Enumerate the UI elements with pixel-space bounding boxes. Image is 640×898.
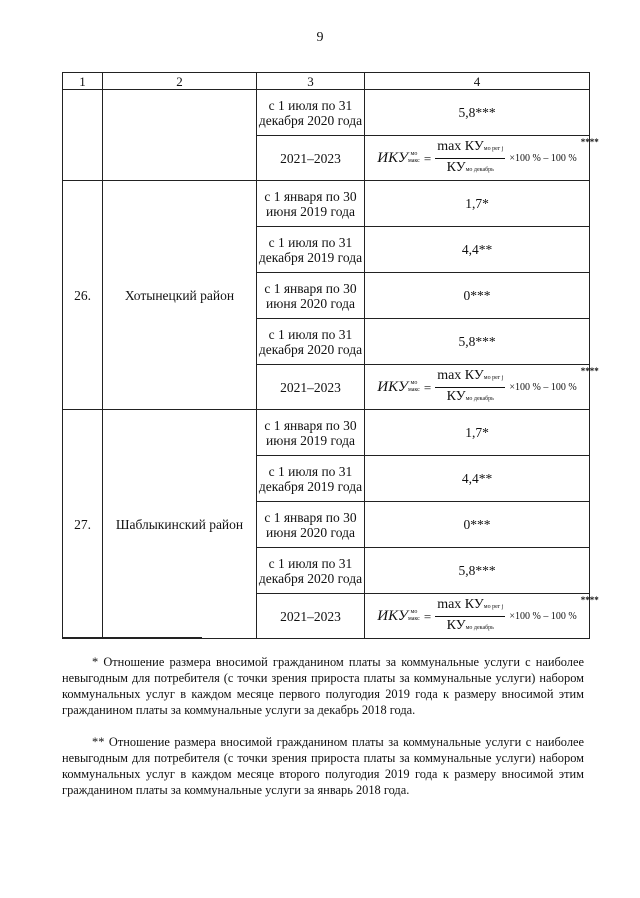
formula-lhs-sub: макс (408, 387, 420, 393)
value-cell: 1,7* (365, 410, 590, 456)
table-row (63, 181, 590, 227)
column-header: 1 (63, 73, 103, 90)
value-cell: 4,4** (365, 227, 590, 273)
formula-denominator: КУ (446, 159, 466, 175)
footnote-separator (62, 637, 202, 638)
formula-numerator: max КУ (437, 138, 484, 154)
district-name: Хотынецкий район (103, 181, 257, 410)
formula-numer-sup: мо (483, 374, 491, 381)
formula-lhs-sup: мо (410, 151, 418, 157)
page-number: 9 (316, 30, 324, 45)
district-number: 26. (63, 181, 103, 410)
period-cell: 2021–2023 (257, 365, 365, 410)
table-row (63, 410, 590, 456)
value-cell (365, 365, 599, 410)
period-cell: с 1 июля по 31 декабря 2020 года (257, 90, 365, 136)
column-header: 2 (103, 73, 257, 90)
formula-denominator: КУ (446, 388, 466, 404)
formula-stars: **** (580, 136, 599, 147)
formula-denominator: КУ (446, 617, 466, 633)
period-cell: 2021–2023 (257, 594, 365, 639)
formula-numer-sup: мо (483, 145, 491, 152)
table-row (63, 90, 590, 136)
formula-stars: **** (580, 594, 599, 605)
value-cell: 0*** (365, 273, 590, 319)
formula-denom-sub: декабрь (472, 624, 494, 631)
period-cell: с 1 января по 30 июня 2020 года (257, 273, 365, 319)
formula-equals: = (423, 150, 432, 166)
formula-stars: **** (580, 365, 599, 376)
formula-lhs: ИКУ (377, 149, 408, 166)
value-cell: 5,8*** (365, 319, 590, 365)
formula-numer-sub: рег j (490, 145, 504, 152)
formula-numer-sup: мо (483, 603, 491, 610)
formula-fraction (435, 139, 505, 178)
district-number (63, 90, 103, 181)
period-cell: 2021–2023 (257, 136, 365, 181)
column-header: 4 (365, 73, 590, 90)
tariff-table (62, 72, 599, 639)
value-cell: 5,8*** (365, 548, 590, 594)
period-cell: с 1 июля по 31 декабря 2019 года (257, 456, 365, 502)
formula-tail: ×100 % – 100 % (509, 610, 577, 622)
formula-lhs-sup: мо (410, 609, 418, 615)
ratio-formula (377, 365, 599, 407)
formula-fraction (435, 368, 505, 407)
formula-lhs-sup: мо (410, 380, 418, 386)
period-cell: с 1 июля по 31 декабря 2020 года (257, 548, 365, 594)
ratio-formula (377, 136, 599, 178)
period-cell: с 1 июля по 31 декабря 2019 года (257, 227, 365, 273)
district-name: Шаблыкинский район (103, 410, 257, 639)
period-cell: с 1 января по 30 июня 2019 года (257, 410, 365, 456)
value-cell (365, 594, 599, 639)
period-cell: с 1 июля по 31 декабря 2020 года (257, 319, 365, 365)
district-number: 27. (63, 410, 103, 639)
value-cell (365, 136, 599, 181)
footnote-2: ** Отношение размера вносимой гражданином платы за коммунальные услуги с наиболее невыгодным для потребителя (с точки зрения прироста платы за коммунальные услуги) набором коммунальных услуг в каждом месяце второго полугодия 2019 года к размеру вносимой этим гражданином платы за коммунальные услуги за январь 2018 года. (62, 735, 584, 797)
formula-numerator: max КУ (437, 367, 484, 383)
formula-equals: = (423, 379, 432, 395)
formula-lhs-sub: макс (408, 158, 420, 164)
formula-denom-sub: декабрь (472, 166, 494, 173)
footnote-1: * Отношение размера вносимой гражданином платы за коммунальные услуги с наиболее невыгодным для потребителя (с точки зрения прироста платы за коммунальные услуги) набором коммунальных услуг в каждом месяце первого полугодия 2019 года к размеру вносимой этим гражданином платы за коммунальные услуги за декабрь 2018 года. (62, 655, 584, 717)
formula-numerator: max КУ (437, 596, 484, 612)
formula-numer-sub: рег j (490, 374, 504, 381)
value-cell: 0*** (365, 502, 590, 548)
formula-lhs-sub: макс (408, 616, 420, 622)
value-cell: 5,8*** (365, 90, 590, 136)
ratio-formula (377, 594, 599, 636)
period-cell: с 1 января по 30 июня 2020 года (257, 502, 365, 548)
period-cell: с 1 января по 30 июня 2019 года (257, 181, 365, 227)
formula-denom-sup: мо (465, 166, 473, 173)
value-cell: 1,7* (365, 181, 590, 227)
formula-lhs: ИКУ (377, 607, 408, 624)
table-header-row (63, 73, 590, 90)
district-name (103, 90, 257, 181)
formula-denom-sub: декабрь (472, 395, 494, 402)
formula-equals: = (423, 608, 432, 624)
formula-numer-sub: рег j (490, 603, 504, 610)
formula-lhs: ИКУ (377, 378, 408, 395)
column-header: 3 (257, 73, 365, 90)
formula-tail: ×100 % – 100 % (509, 381, 577, 393)
formula-fraction (435, 597, 505, 636)
formula-denom-sup: мо (465, 395, 473, 402)
formula-tail: ×100 % – 100 % (509, 152, 577, 164)
value-cell: 4,4** (365, 456, 590, 502)
formula-denom-sup: мо (465, 624, 473, 631)
